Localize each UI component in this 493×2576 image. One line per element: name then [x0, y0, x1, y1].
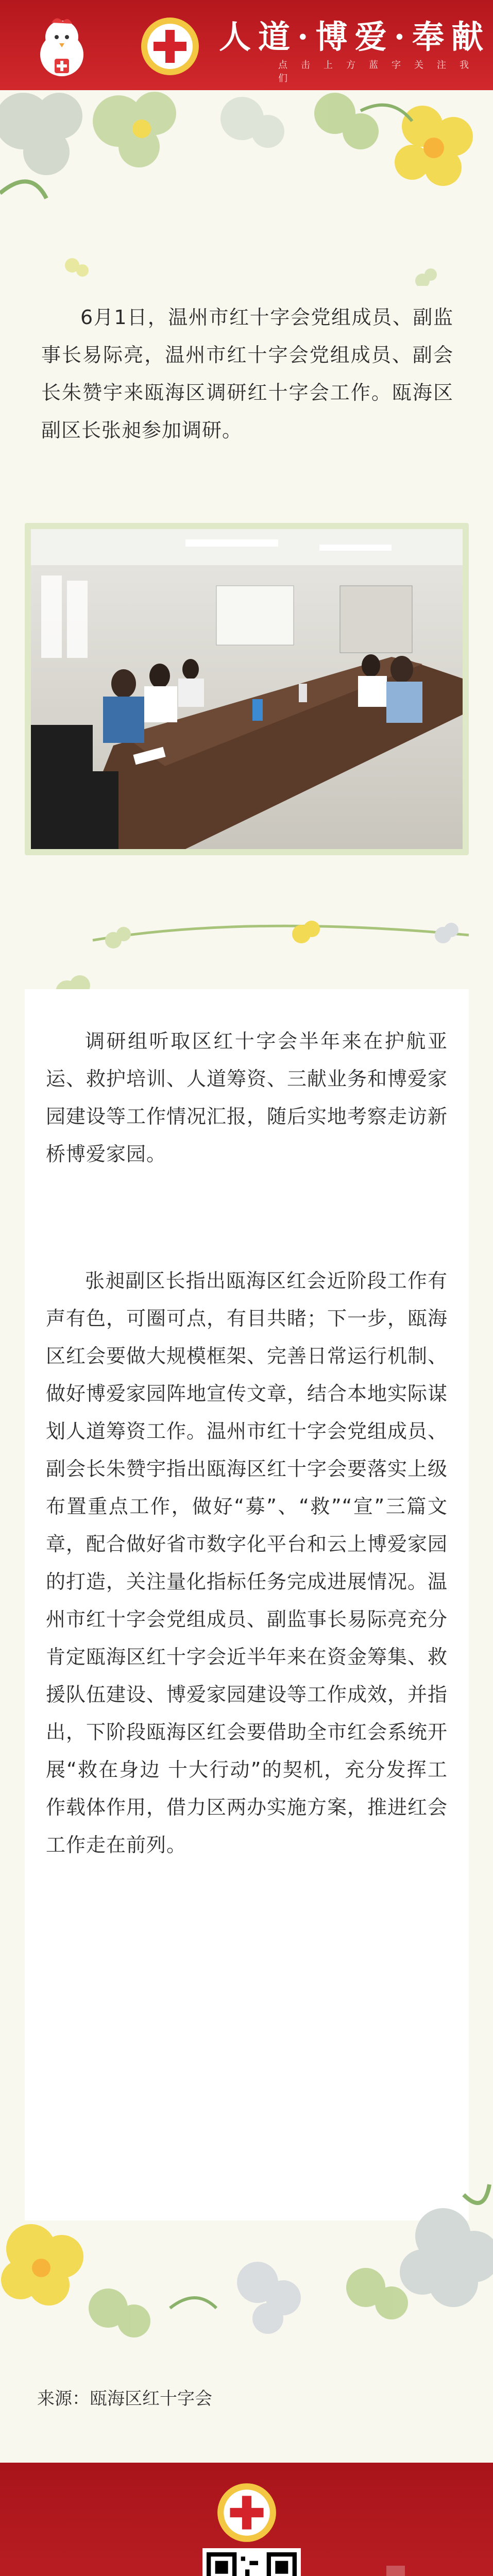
- header-banner: [0, 0, 493, 90]
- article-paragraph-3: 张昶副区长指出瓯海区红会近阶段工作有声有色，可圈可点，有目共睹；下一步，瓯海区红会要做大规模框架、完善日常运行机制、做好博爱家园阵地宣传文章，结合本地实际谋划人道筹资工作。温州市红十字会党组成员、副会长朱赞宇指出瓯海区红十字会要落实上级布置重点工作，做好“募”、“救”“宣”三篇文章，配合做好省市数字化平台和云上博爱家园的打造，关注量化指标任务完成进展情况。温州市红十字会党组成员、副监事长易际亮充分肯定瓯海区红十字会近半年来在资金筹集、救援队伍建设、博爱家园建设等工作成效，并指出，下阶段瓯海区红会要借助全市红会系统开展“救在身边 十大行动”的契机，充分发挥工作载体作用，借力区两办实施方案，推进红会工作走在前列。: [46, 1269, 448, 1856]
- city-skyline-icon: [299, 2545, 493, 2576]
- flower-icon: [0, 90, 493, 286]
- article-paragraph-1: 6月1日，温州市红十字会党组成员、副监事长易际亮，温州市红十字会党组成员、副会长朱赞宇来瓯海区调研红十字会工作。瓯海区副区长张昶参加调研。: [41, 306, 453, 442]
- red-cross-badge-icon: [139, 15, 201, 77]
- meeting-photo-image: [31, 529, 463, 849]
- red-cross-badge-icon: [215, 2481, 278, 2544]
- header-slogan: 人道·博爱·奉献: [219, 18, 491, 56]
- article-card: [25, 989, 469, 2221]
- meeting-photo: [25, 523, 469, 855]
- qr-code-icon[interactable]: [202, 2548, 301, 2576]
- header-subline: 点击上方蓝字关注我们: [278, 60, 482, 84]
- article-paragraph-2: 调研组听取区红十字会半年来在护航亚运、救护培训、人道筹资、三献业务和博爱家园建设等工作情况汇报，随后实地考察走访新桥博爱家园。: [46, 1030, 448, 1165]
- article-source: 来源：瓯海区红十字会: [37, 2388, 212, 2409]
- mascot-icon: [31, 14, 93, 81]
- footer-banner: [0, 2463, 493, 2576]
- flower-icon: [0, 2154, 493, 2349]
